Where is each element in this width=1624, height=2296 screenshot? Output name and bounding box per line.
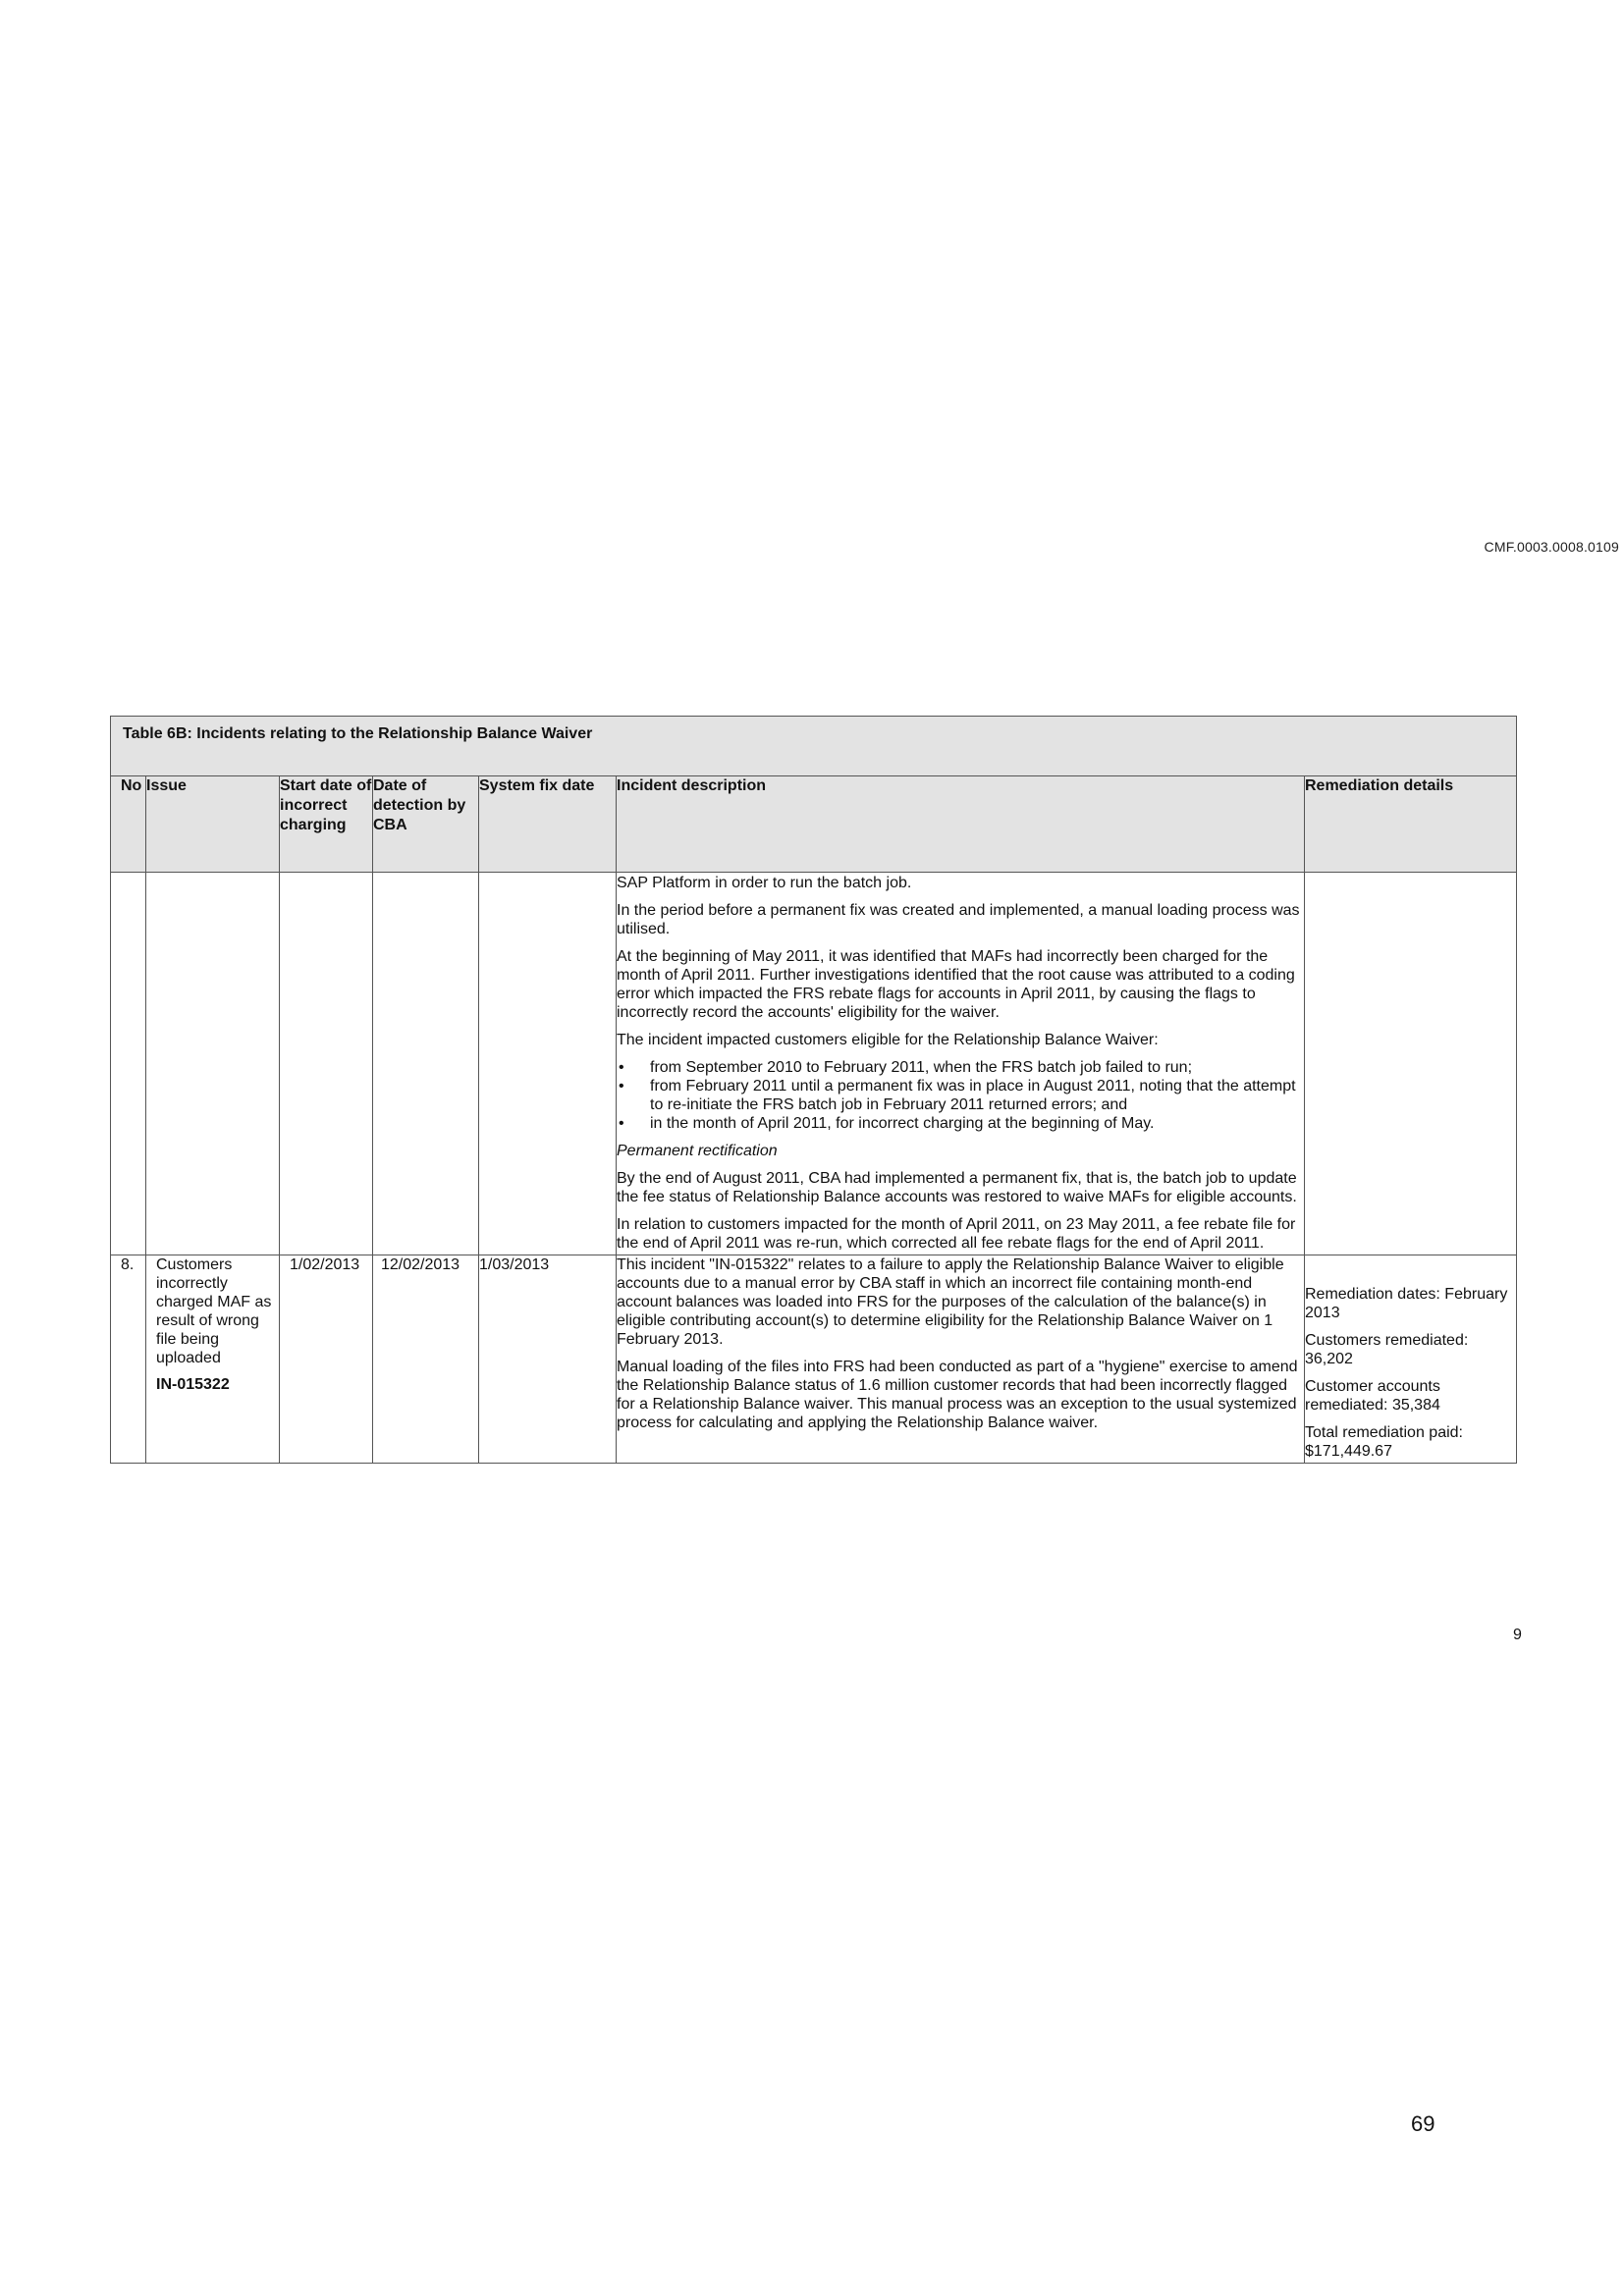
issue-text: Customers incorrectly charged MAF as result of wrong file being uploaded xyxy=(156,1256,272,1366)
cell-description-continued xyxy=(617,873,1305,1255)
header-description: Incident description xyxy=(617,776,1305,873)
bullet-item: • from February 2011 until a permanent fix was in place in August 2011, noting that the attempt to re-initiate the FRS batch job in February 2011 returned errors; and xyxy=(617,1077,1304,1114)
cell-description xyxy=(617,1255,1305,1464)
cell-fix-date: 1/03/2013 xyxy=(479,1255,617,1464)
cell-empty xyxy=(479,873,617,1255)
description-paragraph: At the beginning of May 2011, it was identified that MAFs had incorrectly been charged for the month of April 2011. Further investigations identified that the root cause was attributed to a coding error which impacted the FRS rebate flags for accounts in April 2011, by causing the flags to incorrectly record the accounts' eligibility for the waiver. xyxy=(617,948,1295,1021)
document-reference: CMF.0003.0008.0109 xyxy=(1484,539,1619,555)
cell-row-number: 8. xyxy=(111,1255,146,1464)
description-subheading: Permanent rectification xyxy=(617,1143,778,1159)
cell-empty xyxy=(373,873,479,1255)
description-paragraph: This incident "IN-015322" relates to a failure to apply the Relationship Balance Waiver to eligible accounts due to a manual error by CBA staff in which an incorrect file containing month-end account balances was loaded into FRS for the purposes of the calculation of the balance(s) in eligible contributing account(s) to determine eligibility for the Relationship Balance Waiver on 1 February 2013. xyxy=(617,1256,1284,1348)
impact-bullet-list xyxy=(617,1058,1304,1133)
header-remediation: Remediation details xyxy=(1305,776,1517,873)
bullet-item: • from September 2010 to February 2011, when the FRS batch job failed to run; xyxy=(617,1058,1304,1077)
cell-issue xyxy=(146,1255,280,1464)
cell-detection-date: 12/02/2013 xyxy=(373,1255,479,1464)
description-paragraph: SAP Platform in order to run the batch job. xyxy=(617,875,912,891)
bullet-item: • in the month of April 2011, for incorrect charging at the beginning of May. xyxy=(617,1114,1304,1133)
cell-empty xyxy=(280,873,373,1255)
description-paragraph: The incident impacted customers eligible for the Relationship Balance Waiver: xyxy=(617,1032,1159,1048)
page-number-section: 9 xyxy=(1513,1627,1522,1643)
table-row-continued xyxy=(111,873,1517,1255)
incidents-table-container xyxy=(110,716,1516,1464)
cell-empty xyxy=(111,873,146,1255)
remediation-item: Total remediation paid: $171,449.67 xyxy=(1305,1424,1463,1460)
description-paragraph: By the end of August 2011, CBA had implemented a permanent fix, that is, the batch job to update the fee status of Relationship Balance accounts was restored to waive MAFs for eligible accounts. xyxy=(617,1170,1297,1205)
header-no: No xyxy=(111,776,146,873)
cell-empty xyxy=(1305,873,1517,1255)
description-paragraph: In relation to customers impacted for the month of April 2011, on 23 May 2011, a fee rebate file for the end of April 2011 was re-run, which corrected all fee rebate flags for the end of April 2011. xyxy=(617,1216,1296,1252)
header-detection-date: Date of detection by CBA xyxy=(373,776,479,873)
table-header-row xyxy=(111,776,1517,873)
remediation-item: Customer accounts remediated: 35,384 xyxy=(1305,1378,1440,1414)
table-title: Table 6B: Incidents relating to the Relationship Balance Waiver xyxy=(111,717,1517,776)
cell-start-date: 1/02/2013 xyxy=(280,1255,373,1464)
header-fix-date: System fix date xyxy=(479,776,617,873)
header-start-date: Start date of incorrect charging xyxy=(280,776,373,873)
table-row xyxy=(111,1255,1517,1464)
description-paragraph: In the period before a permanent fix was created and implemented, a manual loading process was utilised. xyxy=(617,902,1300,937)
remediation-item: Customers remediated: 36,202 xyxy=(1305,1332,1469,1367)
header-issue: Issue xyxy=(146,776,280,873)
incidents-table xyxy=(110,716,1517,1464)
remediation-item: Remediation dates: February 2013 xyxy=(1305,1286,1508,1321)
description-paragraph: Manual loading of the files into FRS had been conducted as part of a "hygiene" exercise to amend the Relationship Balance status of 1.6 million customer records that had been incorrectly flagged for a Relationship Balance waiver. This manual process was an exception to the usual systemized process for calculating and applying the Relationship Balance waiver. xyxy=(617,1359,1298,1431)
cell-remediation xyxy=(1305,1255,1517,1464)
incident-reference: IN-015322 xyxy=(156,1376,230,1393)
page-number: 69 xyxy=(1411,2111,1435,2136)
cell-empty xyxy=(146,873,280,1255)
